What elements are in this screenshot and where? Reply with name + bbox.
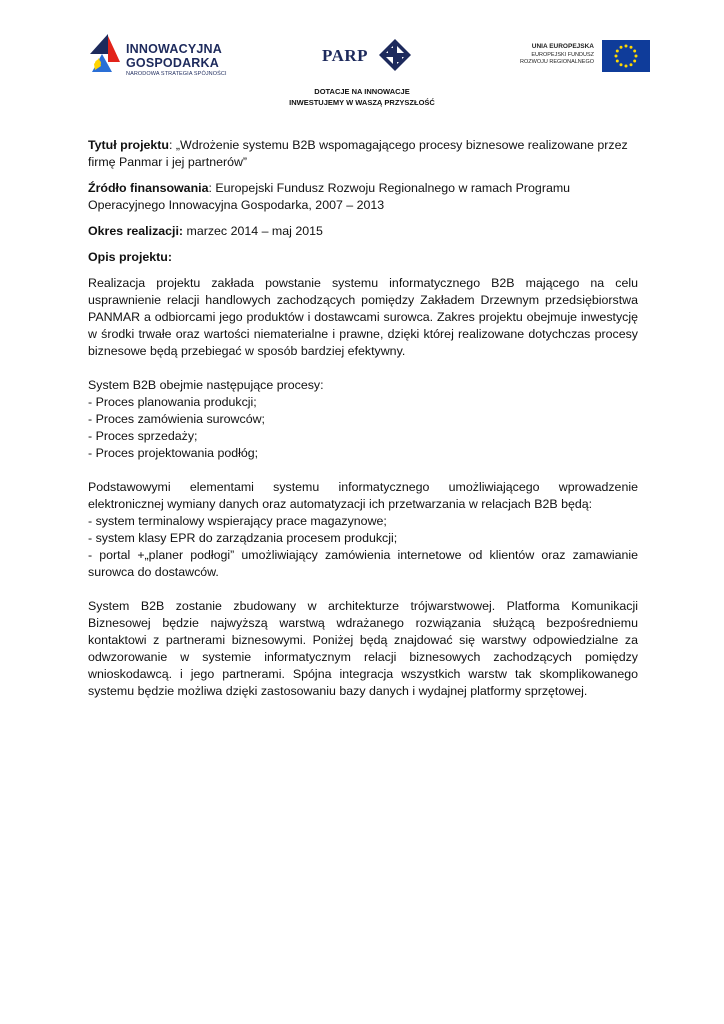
funding-source-value: : Europejski Fundusz Rozwoju Regionalnego w ramach Programu Operacyjnego Innowacyjna Gospodarka, 2007 – 2013 (88, 181, 571, 212)
process-item: - Proces zamówienia surowców; (88, 412, 265, 426)
innowacyjna-gospodarka-logo (88, 32, 248, 80)
ig-logo-line3: NARODOWA STRATEGIA SPÓJNOŚCI (126, 71, 227, 77)
project-title-row (88, 137, 638, 171)
process-item: - Proces projektowania podłóg; (88, 446, 259, 460)
element-item: - system terminalowy wspierający prace magazynowe; (88, 514, 387, 528)
element-item: - portal +„planer podłogi” umożliwiający zamówienia internetowe od klientów oraz zamawianie surowca do dostawców. (88, 548, 638, 579)
project-title-label: Tytuł projektu (88, 138, 169, 152)
ig-logo-line1: INNOWACYJNA (126, 42, 222, 56)
parp-logo-text: PARP (322, 46, 369, 65)
funding-source-row (88, 180, 638, 214)
period-row (88, 223, 638, 240)
description-paragraph: Realizacja projektu zakłada powstanie systemu informatycznego B2B mającego na celu usprawnienie relacji handlowych zachodzących pomiędzy Zakładem Drzewnym przedsiębiorstwa PANMAR a odbiorcami jego produktów i dostawcami surowca. Zakres projektu obejmuje inwestycję w środki trwałe oraz wartości niematerialne i prawne, dzięki której realizowane dotychczas procesy biznesowe będą przebiegać w sposób bardziej efektywny. (88, 276, 638, 358)
elements-list (88, 513, 638, 581)
process-item: - Proces planowania produkcji; (88, 395, 257, 409)
header-logos (0, 0, 724, 90)
project-title-value: : „Wdrożenie systemu B2B wspomagającego procesy biznesowe realizowane przez firmę Panmar i jej partnerów” (88, 138, 628, 169)
elements-intro: Podstawowymi elementami systemu informatycznego umożliwiającego wprowadzenie elektronicznej wymiany danych oraz automatyzacji ich przetwarzania w relacjach B2B będą: (88, 480, 638, 511)
parp-logo (322, 38, 416, 72)
tagline-dotacje: DOTACJE NA INNOWACJE (314, 87, 410, 96)
element-item: - system klasy EPR do zarządzania procesem produkcji; (88, 531, 398, 545)
processes-intro: System B2B obejmie następujące procesy: (88, 378, 324, 392)
period-value: marzec 2014 – maj 2015 (183, 224, 323, 238)
document-body (88, 137, 638, 700)
ig-emblem-icon (88, 32, 122, 76)
processes-list (88, 394, 638, 462)
eu-logo (508, 40, 650, 74)
ig-logo-line2: GOSPODARKA (126, 56, 219, 70)
process-item: - Proces sprzedaży; (88, 429, 198, 443)
funding-source-label: Źródło finansowania (88, 181, 209, 195)
eu-flag-icon (602, 40, 650, 72)
eu-logo-line2: EUROPEJSKI FUNDUSZ (531, 52, 594, 58)
eu-logo-line1: UNIA EUROPEJSKA (531, 43, 594, 50)
tagline-inwestujemy: INWESTUJEMY W WASZĄ PRZYSZŁOŚĆ (289, 98, 435, 107)
architecture-paragraph: System B2B zostanie zbudowany w architekturze trójwarstwowej. Platforma Komunikacji Biznesowej będzie najwyższą warstwą wdrażanego rozwiązania służącą bezpośredniemu kontaktowi z partnerami biznesowymi. Poniżej będą znajdować się warstwy odpowiedzialne za odwzorowanie w systemie informatycznym relacji biznesowych zachodzących pomiędzy wnioskodawcą. i jego partnerami. Spójna integracja wszystkich warstw tak skomplikowanego systemu będzie możliwa dzięki zastosowaniu bazy danych i wydajnej platformy sprzętowej. (88, 599, 638, 698)
description-heading: Opis projektu: (88, 250, 172, 264)
period-label: Okres realizacji: (88, 224, 184, 238)
eu-logo-line3: ROZWOJU REGIONALNEGO (520, 59, 594, 65)
parp-emblem-icon (378, 38, 412, 72)
